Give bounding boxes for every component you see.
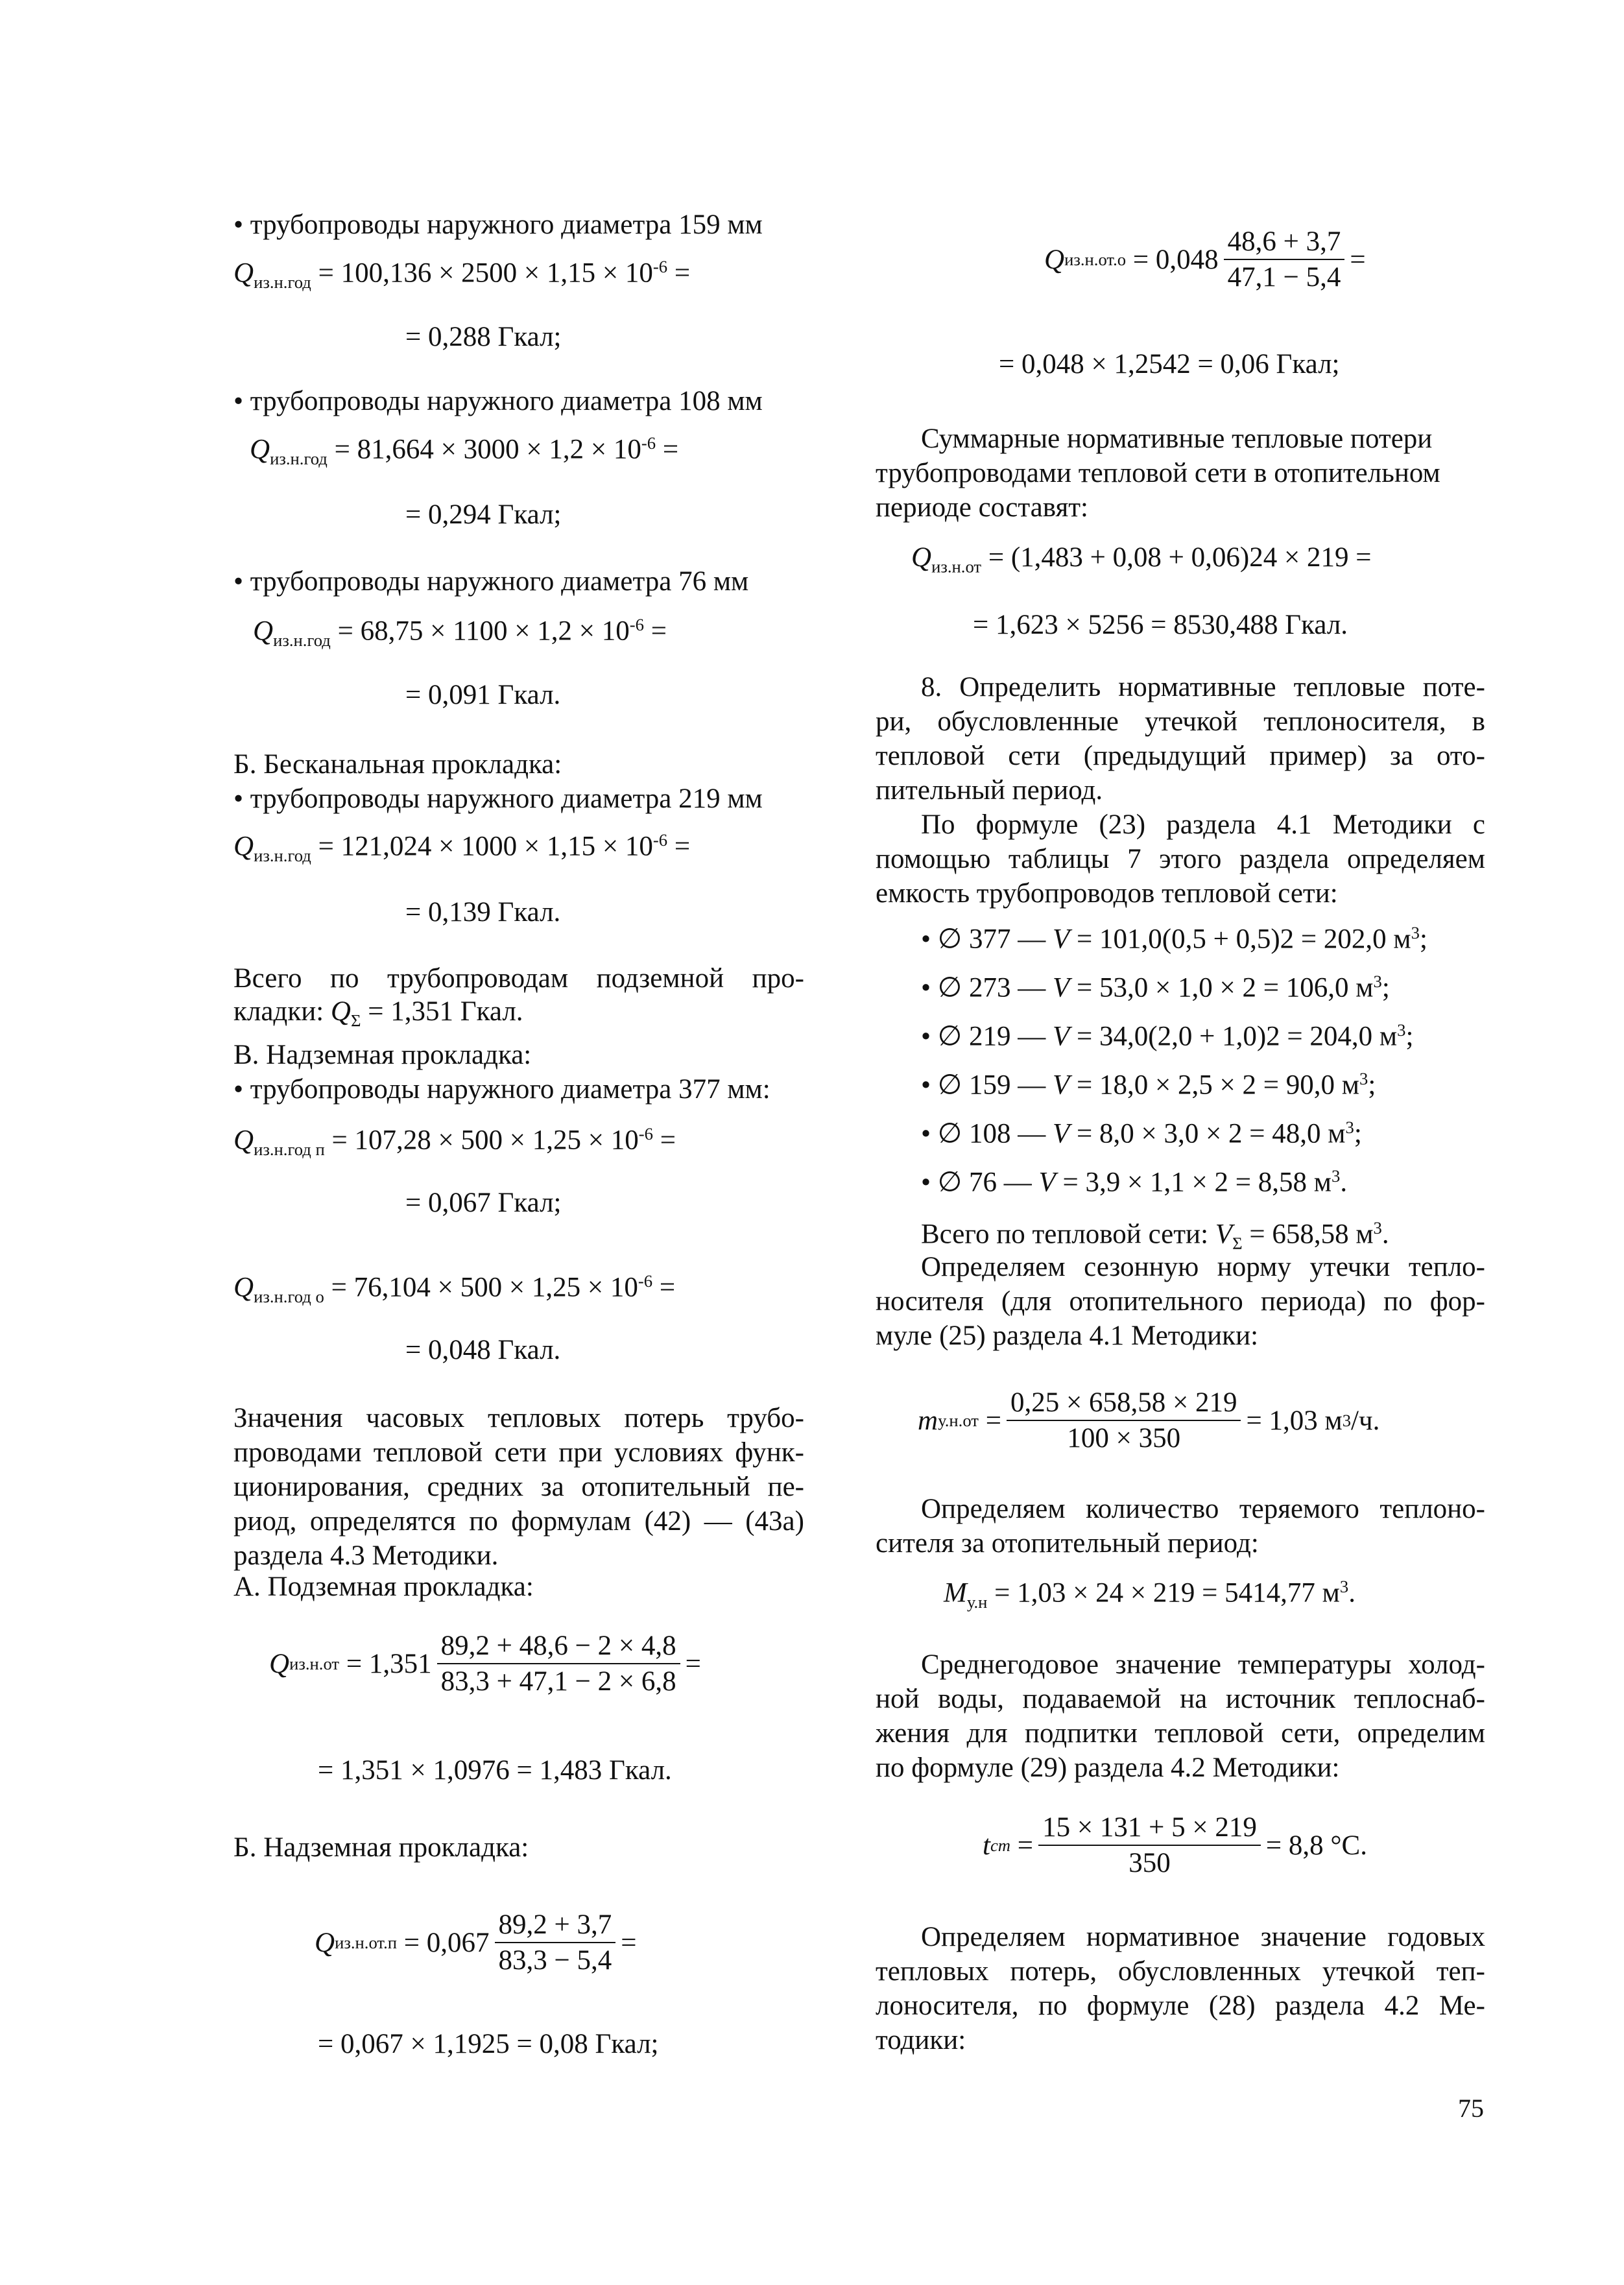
- text-line: пительный период.: [876, 775, 1103, 806]
- formula-line: Q из.н.от.о = 0,048 $\frac{48,6 + 3,7}{47,1 - 5,4}$ =: [1044, 226, 1366, 293]
- formula-rhs: = (1,483 + 0,08 + 0,06)24 × 219 =: [988, 542, 1372, 573]
- formula-rhs: = 1,03 × 24 × 219 = 5414,77 м: [994, 1577, 1340, 1609]
- formula-rhs: = 81,664 × 3000 × 1,2 × 10: [334, 434, 641, 465]
- text-line: тепловой сети (предыдущий пример) за ото-: [876, 741, 1485, 771]
- text-line: лоносителя, по формуле (28) раздела 4.2 Ме-: [876, 1991, 1485, 2021]
- formula-result: = 0,048 × 1,2542 = 0,06 Гкал;: [999, 349, 1340, 379]
- text-line: кладки: $Q_\Sigma = 1,351$ Гкал.: [233, 996, 523, 1031]
- formula-line: $Q_{из.н.год} = 121,024 \times 1000 \times 1,15 \times 10^{-6}$ =: [233, 830, 691, 865]
- text-line: Среднегодовое значение температуры холод-: [921, 1649, 1485, 1680]
- formula-text: = 1,03 м: [1246, 1405, 1343, 1436]
- text-line: Суммарные нормативные тепловые потери: [921, 424, 1433, 454]
- text-line: Определяем сезонную норму утечки тепло-: [921, 1252, 1485, 1282]
- list-item-label: • ∅ 159 —: [921, 1070, 1053, 1101]
- text-line: Значения часовых тепловых потерь трубо-: [233, 1403, 804, 1433]
- text-line: носителя (для отопительного периода) по фор-: [876, 1286, 1485, 1317]
- formula-text: =: [1350, 244, 1366, 275]
- formula-rhs: = 100,136 × 2500 × 1,15 × 10: [318, 257, 653, 289]
- list-item-value: = 34,0(2,0 + 1,0)2 = 204,0 м: [1069, 1021, 1398, 1052]
- formula-line: $Q_{из.н.год} = 100,136 \times 2500 \times 1,15 \times 10^{-6}$ =: [233, 257, 691, 292]
- denominator: 83,3 + 47,1 − 2 × 6,8: [440, 1666, 676, 1697]
- text-line: сителя за отопительный период:: [876, 1528, 1259, 1559]
- list-item-label: • ∅ 219 —: [921, 1021, 1053, 1052]
- formula-text: = 0,067: [403, 1927, 490, 1958]
- text-line: по формуле (29) раздела 4.2 Методики:: [876, 1753, 1340, 1783]
- text-line: жения для подпитки тепловой сети, определим: [876, 1718, 1485, 1749]
- numerator: 89,2 + 3,7: [495, 1910, 616, 1943]
- text-line: Б. Бесканальная прокладка:: [233, 749, 562, 780]
- text-line: Определяем нормативное значение годовых: [921, 1922, 1485, 1952]
- numerator: 89,2 + 48,6 − 2 × 4,8: [437, 1631, 680, 1664]
- formula-result: = 0,288 Гкал;: [405, 322, 562, 352]
- formula-line: $Q_{из.н.год п} = 107,28 \times 500 \times 1,25 \times 10^{-6}$ =: [233, 1124, 676, 1159]
- text-line: тепловых потерь, обусловленных утечкой теп-: [876, 1956, 1485, 1987]
- text-line: Определяем количество теряемого теплоно-: [921, 1494, 1485, 1524]
- numerator: 15 × 131 + 5 × 219: [1038, 1813, 1261, 1846]
- denominator: 83,3 − 5,4: [498, 1945, 612, 1976]
- text-line: • трубопроводы наружного диаметра 76 мм: [233, 566, 749, 597]
- formula-result: = 0,091 Гкал.: [405, 680, 561, 710]
- formula-text: =: [621, 1927, 637, 1958]
- text-line: риод, определятся по формулам (42) — (43а): [233, 1506, 804, 1537]
- denominator: 47,1 − 5,4: [1227, 262, 1341, 293]
- text-line: • трубопроводы наружного диаметра 108 мм: [233, 386, 763, 416]
- text-line: ной воды, подаваемой на источник теплоснаб-: [876, 1684, 1485, 1714]
- text-span: кладки:: [233, 996, 331, 1027]
- text-line: трубопроводами тепловой сети в отопительном: [876, 458, 1440, 488]
- text-span: Всего по тепловой сети:: [921, 1219, 1215, 1250]
- formula-rhs: = 76,104 × 500 × 1,25 × 10: [331, 1272, 638, 1303]
- list-item: • ∅ 108 — V = 8,0 × 3,0 × 2 = 48,0 $м^3$;: [921, 1118, 1362, 1149]
- fraction: [495, 1910, 616, 1975]
- formula-text: = 0,048: [1132, 244, 1219, 275]
- denominator: 350: [1128, 1848, 1171, 1879]
- fraction: [1038, 1813, 1261, 1878]
- formula-result: = 0,067 Гкал;: [405, 1188, 562, 1218]
- formula-line: t ст = $\frac{15 \times 131 + 5 \times 219}{350}$ = 8,8 °С.: [983, 1812, 1367, 1879]
- formula-result: = 0,139 Гкал.: [405, 897, 561, 927]
- list-item-label: • ∅ 377 —: [921, 924, 1053, 955]
- text-line: тодики:: [876, 2025, 966, 2055]
- list-item-value: = 8,0 × 3,0 × 2 = 48,0 м: [1069, 1118, 1346, 1149]
- text-line: По формуле (23) раздела 4.1 Методики с: [921, 809, 1485, 840]
- text-line: муле (25) раздела 4.1 Методики:: [876, 1321, 1259, 1351]
- formula-text: =: [685, 1648, 701, 1679]
- text-line: • трубопроводы наружного диаметра 159 мм: [233, 209, 763, 240]
- formula-line: Q из.н.от.п = 0,067 $\frac{89,2 + 3,7}{83,3 - 5,4}$ =: [315, 1909, 637, 1976]
- formula-rhs: = 121,024 × 1000 × 1,15 × 10: [318, 831, 653, 862]
- text-line: В. Надземная прокладка:: [233, 1040, 532, 1070]
- formula-text: = 8,8 °С.: [1265, 1830, 1367, 1861]
- list-item-label: • ∅ 273 —: [921, 972, 1053, 1003]
- page-number: 75: [1458, 2094, 1484, 2123]
- list-item-value: = 53,0 × 1,0 × 2 = 106,0 м: [1069, 972, 1374, 1003]
- formula-result: = 1,351 × 1,0976 = 1,483 Гкал.: [318, 1755, 672, 1786]
- text-line: ционирования, средних за отопительный пе-: [233, 1472, 804, 1502]
- formula-result: = 0,048 Гкал.: [405, 1335, 561, 1365]
- formula-rhs: = 107,28 × 500 × 1,25 × 10: [331, 1125, 639, 1156]
- text-line: Всего по трубопроводам подземной про-: [233, 963, 804, 994]
- numerator: 0,25 × 658,58 × 219: [1007, 1388, 1241, 1421]
- list-item: • ∅ 377 — V = 101,0(0,5 + 0,5)2 = 202,0 $м^3$;: [921, 923, 1427, 955]
- text-line: периоде составят:: [876, 492, 1088, 523]
- formula-line: $Q_{из.н.год о} = 76,104 \times 500 \times 1,25 \times 10^{-6}$ =: [233, 1271, 676, 1306]
- text-span: = 1,351 Гкал.: [361, 996, 523, 1027]
- fraction: [1224, 227, 1345, 292]
- list-item-value: = 18,0 × 2,5 × 2 = 90,0 м: [1069, 1070, 1360, 1101]
- formula-line: $M_{у.н} = 1,03 \times 24 \times 219 = 5414,77$ $м^3$.: [944, 1577, 1355, 1612]
- formula-result: = 1,623 × 5256 = 8530,488 Гкал.: [973, 610, 1348, 640]
- text-line: 8. Определить нормативные тепловые поте-: [921, 672, 1485, 702]
- fraction: [437, 1631, 680, 1696]
- formula-line: $Q_{из.н.от} = (1,483 + 0,08 + 0,06)24 \times 219$ =: [911, 542, 1372, 577]
- formula-result: = 0,294 Гкал;: [405, 499, 562, 530]
- text-line: Б. Надземная прокладка:: [233, 1832, 529, 1863]
- text-line: емкость трубопроводов тепловой сети:: [876, 878, 1338, 909]
- text-line: А. Подземная прокладка:: [233, 1572, 534, 1602]
- list-item-label: • ∅ 108 —: [921, 1118, 1053, 1149]
- list-item: • ∅ 159 — V = 18,0 × 2,5 × 2 = 90,0 $м^3$;: [921, 1069, 1376, 1101]
- denominator: 100 × 350: [1067, 1423, 1181, 1454]
- formula-line: $Q_{из.н.год} = 81,664 \times 3000 \times 1,2 \times 10^{-6}$ =: [250, 433, 679, 468]
- list-item-label: • ∅ 76 —: [921, 1167, 1039, 1198]
- formula-text: = 1,351: [346, 1648, 432, 1679]
- text-line: проводами тепловой сети при условиях функ-: [233, 1437, 804, 1468]
- formula-rhs: = 68,75 × 1100 × 1,2 × 10: [337, 616, 630, 647]
- fraction: [1007, 1388, 1241, 1453]
- list-item-value: = 3,9 × 1,1 × 2 = 8,58 м: [1055, 1167, 1332, 1198]
- list-item: • ∅ 219 — V = 34,0(2,0 + 1,0)2 = 204,0 $м^3$;: [921, 1020, 1414, 1052]
- formula-line: Q из.н.от = 1,351 $\frac{89,2 + 48,6 - 2 \times 4,8}{83,3 + 47,1 - 2 \times 6,8}$ =: [269, 1631, 701, 1697]
- formula-line: m у.н.от = $\frac{0,25 \times 658,58 \times 219}{100 \times 350}$ = 1,03 м 3 /ч.: [918, 1387, 1380, 1454]
- text-line: ри, обусловленные утечкой теплоносителя, в: [876, 706, 1485, 737]
- text-line: раздела 4.3 Методики.: [233, 1540, 499, 1571]
- formula-line: $Q_{из.н.год} = 68,75 \times 1100 \times 1,2 \times 10^{-6}$ =: [253, 615, 667, 650]
- list-item-value: = 101,0(0,5 + 0,5)2 = 202,0 м: [1069, 924, 1411, 955]
- text-line: • трубопроводы наружного диаметра 377 мм:: [233, 1074, 770, 1105]
- text-line: • трубопроводы наружного диаметра 219 мм: [233, 784, 763, 814]
- text-line: помощью таблицы 7 этого раздела определяем: [876, 844, 1485, 874]
- list-item: • ∅ 76 — V = 3,9 × 1,1 × 2 = 8,58 $м^3$.: [921, 1166, 1348, 1198]
- text-line: Всего по тепловой сети: $V_\Sigma = 658,58$ $м^3$.: [921, 1218, 1389, 1253]
- list-item: • ∅ 273 — V = 53,0 × 1,0 × 2 = 106,0 $м^3$;: [921, 972, 1390, 1003]
- text-span: = 658,58 м: [1242, 1219, 1374, 1250]
- formula-result: = 0,067 × 1,1925 = 0,08 Гкал;: [318, 2029, 659, 2059]
- numerator: 48,6 + 3,7: [1224, 227, 1345, 260]
